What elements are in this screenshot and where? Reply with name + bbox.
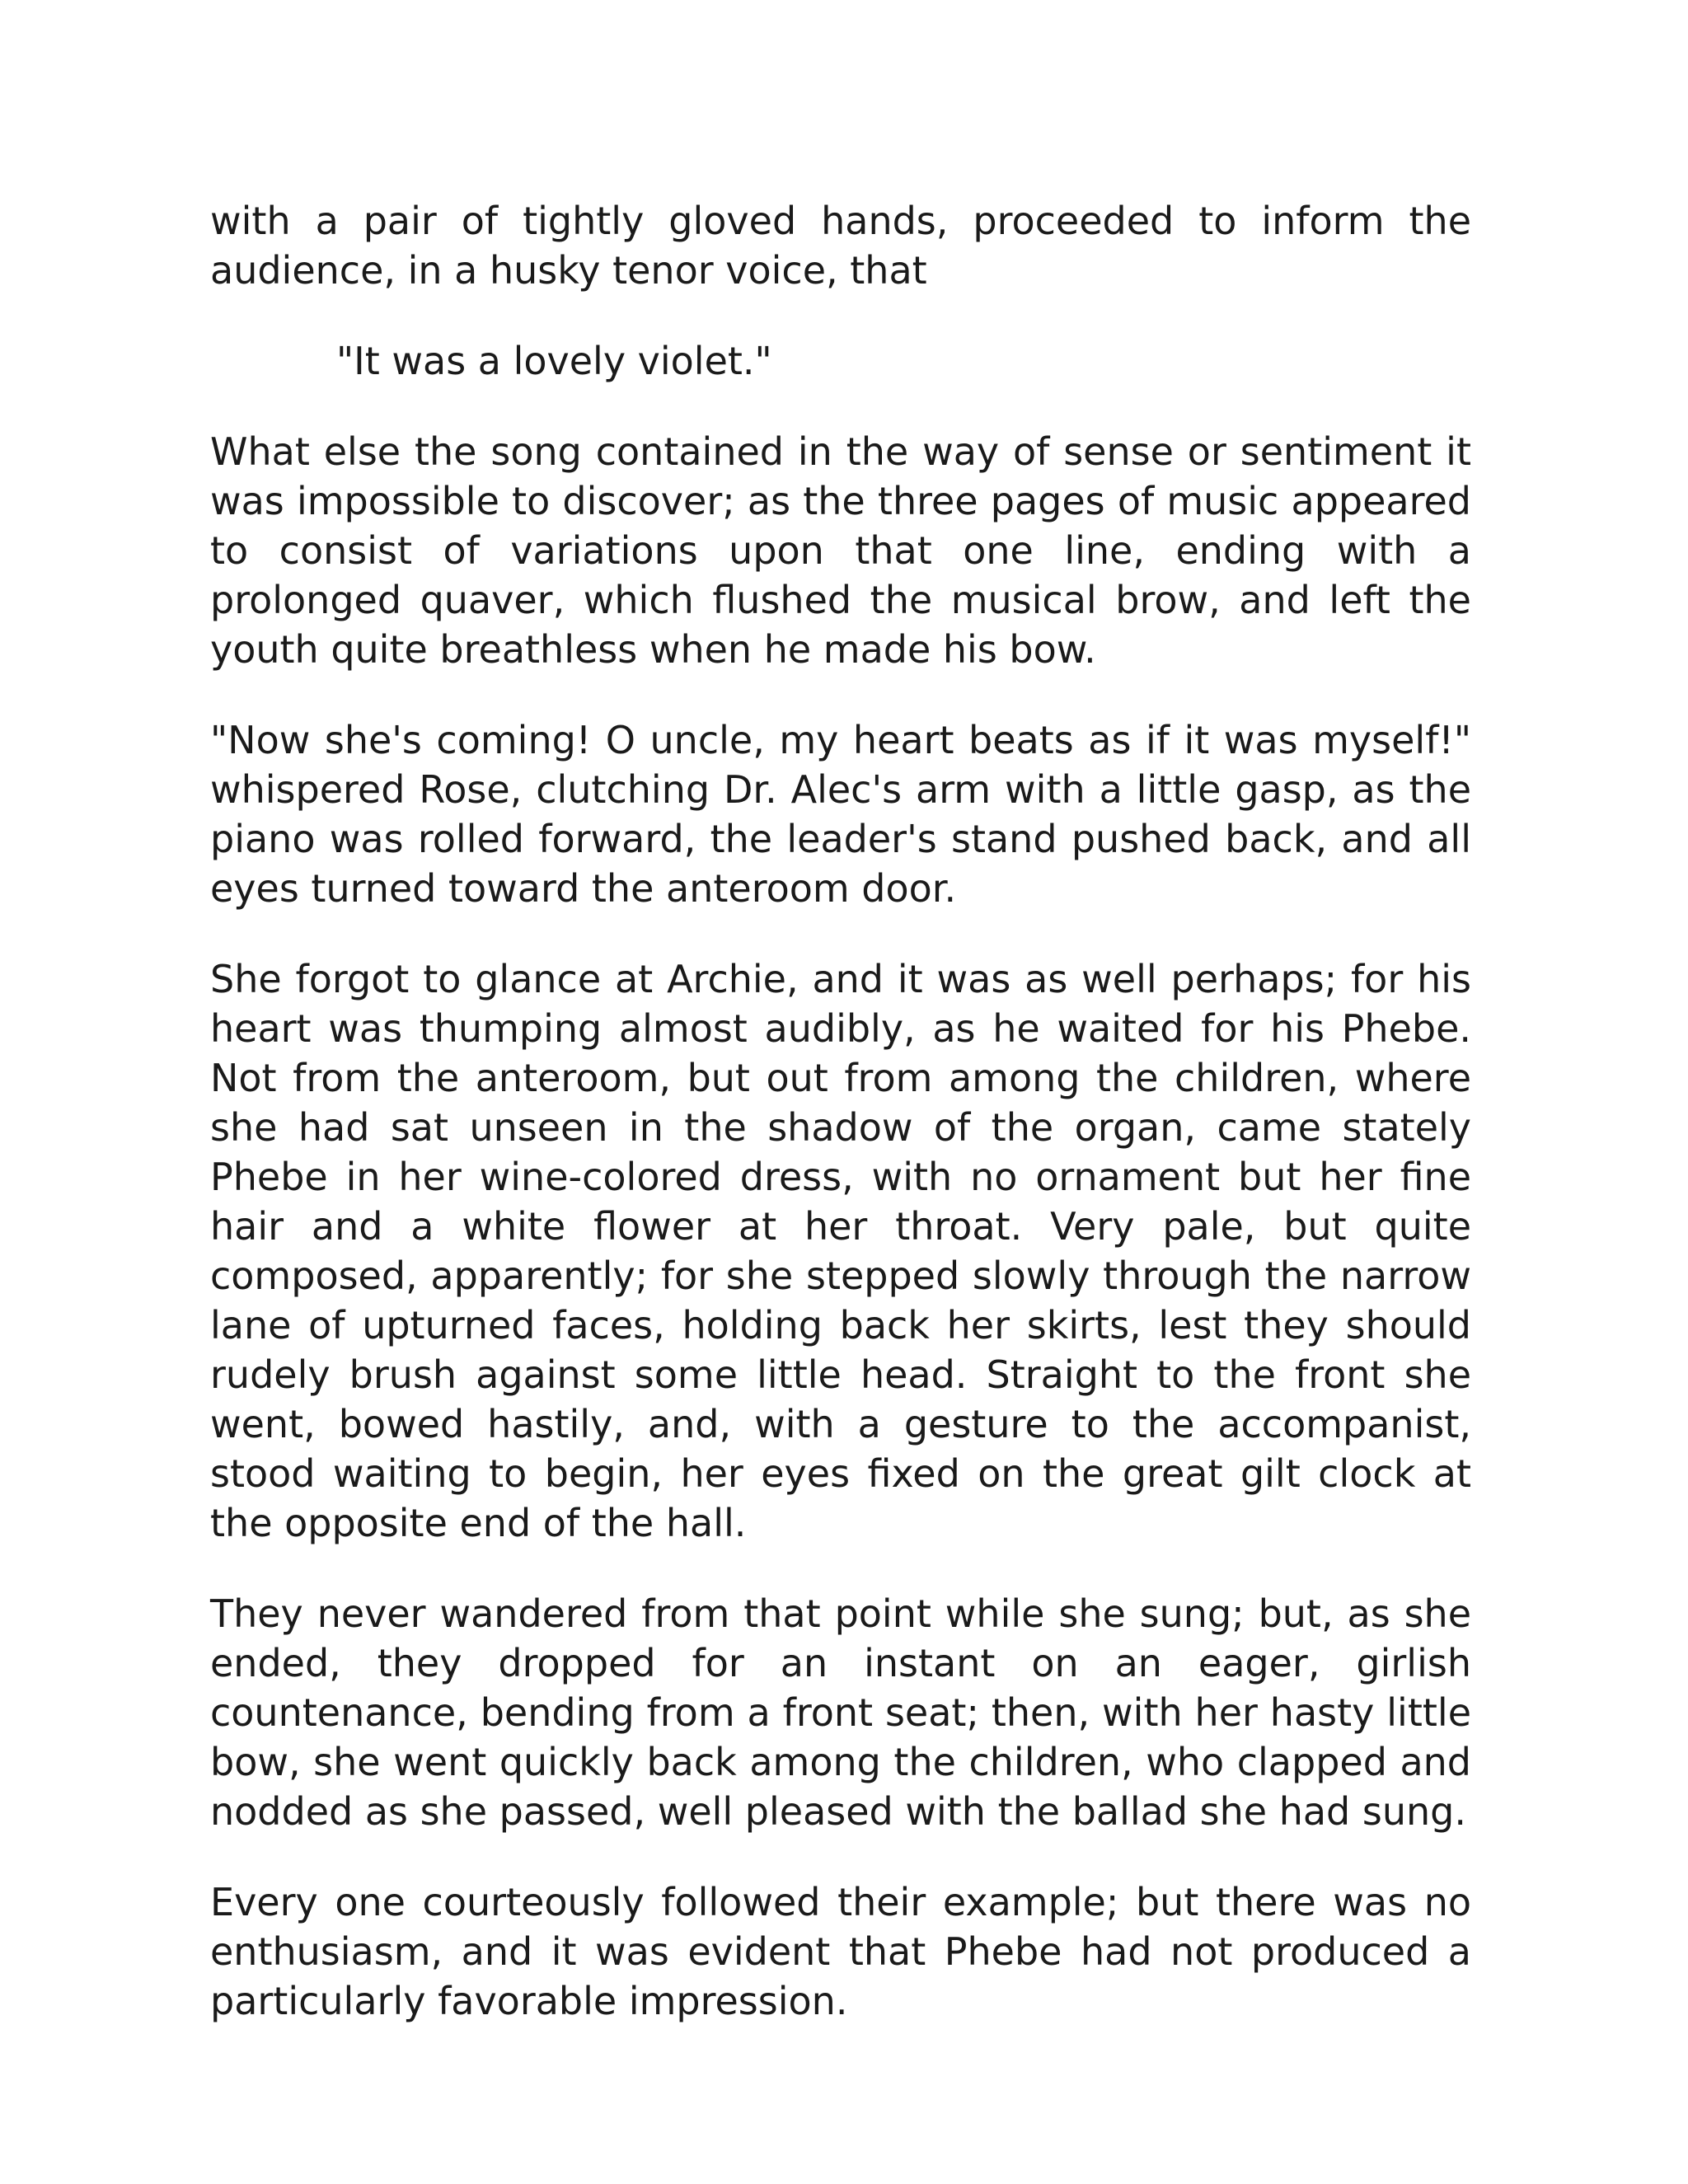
paragraph-phebe-entrance: She forgot to glance at Archie, and it was as well perhaps; for his heart was thumping almost audibly, as he waited for his Phebe. Not from the anteroom, but out from among the children, where she had sat unseen in the shadow of the organ, came stately Phebe in her wine-colored dress, with no ornament but her fine hair and a white flower at her throat. Very pale, but quite composed, apparently; for she stepped slowly through the narrow lane of upturned faces, holding back her skirts, lest they should rudely brush against some little head. Straight to the front she went, bowed hastily, and, with a gesture to the accompanist, stood waiting to begin, her eyes fixed on the great gilt clock at the opposite end of the hall.	[210, 957, 1471, 1545]
paragraph-phebe-sings: They never wandered from that point while she sung; but, as she ended, they dropped for an instant on an eager, girlish countenance, bending from a front seat; then, with her hasty little bow, she went quickly back among the children, who clapped and nodded as she passed, well pleased with the ballad she had sung.	[210, 1591, 1471, 1834]
paragraph-continuation: with a pair of tightly gloved hands, proceeded to inform the audience, in a husky tenor voice, that	[210, 199, 1471, 293]
paragraph-rose-whisper: "Now she's coming! O uncle, my heart beats as if it was myself!" whispered Rose, clutching Dr. Alec's arm with a little gasp, as the piano was rolled forward, the leader's stand pushed back, and all eyes turned toward the anteroom door.	[210, 718, 1471, 911]
paragraph-song: What else the song contained in the way of sense or sentiment it was impossible to discover; as the three pages of music appeared to consist of variations upon that one line, ending with a prolonged quaver, which flushed the musical brow, and left the youth quite breathless when he made his bow.	[210, 429, 1471, 672]
song-quote: "It was a lovely violet."	[336, 339, 772, 383]
paragraph-audience-reaction: Every one courteously followed their example; but there was no enthusiasm, and it was evident that Phebe had not produced a particularly favorable impression.	[210, 1880, 1471, 2023]
page-body	[210, 196, 1471, 2067]
